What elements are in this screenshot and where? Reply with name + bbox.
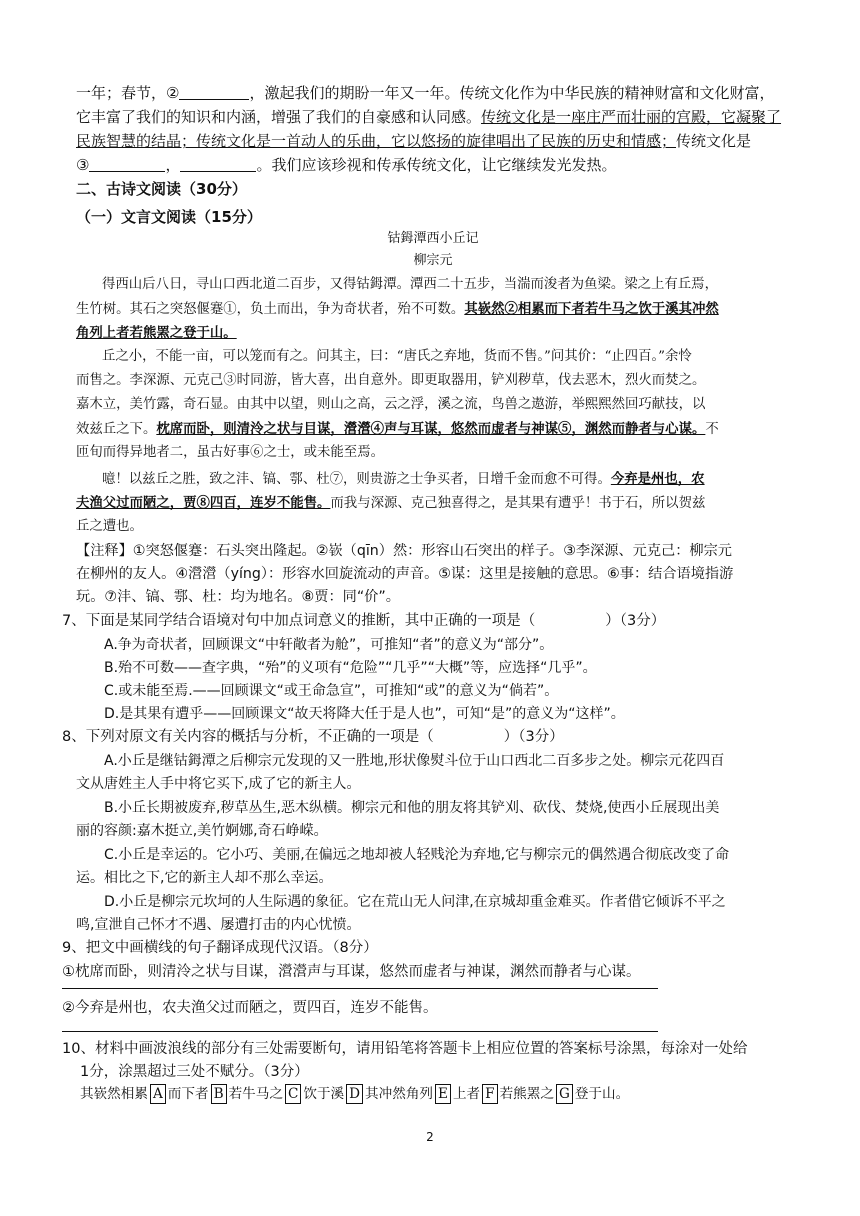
answer-line-2[interactable] xyxy=(62,1031,658,1032)
q7-option-a: A.争为奇状者，回顾课文“中轩敞者为舱”，可推知“者”的意义为“部分”。 xyxy=(104,637,554,653)
answer-option-c[interactable]: C xyxy=(285,1084,301,1104)
q9-sentence-2: ②今弃是州也，农夫渔父过而陋之，贾四百，连岁不能售。 xyxy=(62,1000,438,1016)
q7-stem xyxy=(62,610,790,632)
passage-line: 丘之遭也。 xyxy=(76,519,143,534)
intro-line-3 xyxy=(76,130,790,152)
subsection-heading: （一）文言文阅读（15分） xyxy=(76,208,262,226)
underlined-sentence: 民族智慧的结晶；传统文化是一首动人的乐曲，它以悠扬的旋律唱出了民族的历史和情感； xyxy=(76,132,677,150)
answer-option-a[interactable]: A xyxy=(150,1084,166,1104)
q7-option-c: C.或未能至焉.——回顾课文“或王命急宣”，可推知“或”的意义为“倘若”。 xyxy=(104,683,559,699)
passage-line: 得西山后八日，寻山口西北道二百步，又得钴鉧潭。潭西二十五步，当湍而浚者为鱼梁。梁之上有丘焉， xyxy=(102,277,718,292)
segment-text: 登于山。 xyxy=(574,1086,630,1102)
q8-option-c-cont: 运。相比之下,它的新主人却不那么幸运。 xyxy=(76,870,333,886)
intro-text: 。我们应该珍视和传承传统文化，让它继续发光发热。 xyxy=(256,156,617,174)
passage-line: 而售之。李深源、元克己③时同游，皆大喜，出自意外。即更取器用，铲刈秽草，伐去恶木，烈火而焚之。 xyxy=(76,373,706,388)
passage-line xyxy=(76,322,790,345)
passage-text: 而我与深源、克己独喜得之，是其果有遭乎！书于石，所以贺兹 xyxy=(330,496,706,511)
passage-text: 噫！以兹丘之胜，致之沣、镐、鄠、杜⑦，则贵游之士争买者，日增千金而愈不可得。 xyxy=(102,472,611,487)
passage-line: 嘉木立，美竹露，奇石显。由其中以望，则山之高，云之浮，溪之流，鸟兽之遨游，举熙熙然回巧献技，以 xyxy=(76,397,706,412)
passage-line: 丘之小，不能一亩，可以笼而有之。问其主，曰：“唐氏之弃地，货而不售。”问其价：“止四百。”余怜 xyxy=(102,349,692,364)
answer-option-e[interactable]: E xyxy=(435,1084,451,1104)
segment-text: 其嵚然相累 xyxy=(80,1086,148,1102)
q8-stem xyxy=(62,726,790,748)
passage-title: 钴鉧潭西小丘记 xyxy=(387,231,479,246)
segment-text: 上者 xyxy=(452,1086,481,1102)
passage-line xyxy=(76,418,790,441)
page-number: 2 xyxy=(426,1130,434,1144)
intro-text: ③ xyxy=(76,156,90,174)
section-heading: 二、古诗文阅读（30分） xyxy=(76,180,247,198)
underlined-sentence: 今弃是州也，农 xyxy=(610,471,705,487)
q8-option-d-cont: 鸣,宣泄自己怀才不遇、屡遭打击的内心忧愤。 xyxy=(76,917,361,933)
segment-text: 其冲然角列 xyxy=(365,1086,434,1102)
passage-line: 匝旬而得异地者二，虽古好事⑥之士，或未能至焉。 xyxy=(76,445,384,460)
wavy-sentence: 角列上者若熊罴之登于山。 xyxy=(76,325,237,341)
passage-line xyxy=(76,298,790,321)
intro-text: 一年；春节，② xyxy=(76,84,180,102)
q10-stem: 10、材料中画波浪线的部分有三处需要断句，请用铅笔将答题卡上相应位置的答案标号涂黑，每涂对一处给 xyxy=(62,1041,748,1057)
segment-text: 饮于溪 xyxy=(303,1086,345,1102)
intro-line-1 xyxy=(76,82,790,104)
blank-3b xyxy=(180,155,256,172)
underlined-sentence: 传统文化是一座庄严而壮丽的宫殿，它凝聚了 xyxy=(481,108,782,126)
notes-line: 在柳州的友人。④瀯瀯（yíng）：形容水回旋流动的声音。⑤谋：这里是接触的意思。⑥事：结合语境指游 xyxy=(76,566,734,582)
answer-option-d[interactable]: D xyxy=(346,1084,363,1104)
segment-text: 若牛马之 xyxy=(228,1086,283,1102)
underlined-sentence: 夫渔父过而陋之，贾⑧四百，连岁不能售。 xyxy=(76,495,331,511)
q8-score: ）（3分） xyxy=(503,729,564,745)
q9-stem: 9、把文中画横线的句子翻译成现代汉语。（8分） xyxy=(62,940,378,956)
notes-line: 玩。⑦沣、镐、鄠、杜：均为地名。⑧贾：同“价”。 xyxy=(76,589,400,605)
answer-option-g[interactable]: G xyxy=(556,1084,573,1104)
q7-score: ）（3分） xyxy=(605,613,666,629)
segment-text: 而下者 xyxy=(167,1086,209,1102)
q8-option-c: C.小丘是幸运的。它小巧、美丽,在偏远之地却被人轻贱沦为弃地,它与柳宗元的偶然遇合彻底改变了命 xyxy=(104,847,730,863)
answer-line-1[interactable] xyxy=(62,988,658,989)
underlined-sentence: 枕席而卧，则清泠之状与目谋，瀯瀯④声与耳谋，悠然而虚者与神谋⑤，渊然而静者与心谋。 xyxy=(156,421,706,437)
answer-option-b[interactable]: B xyxy=(211,1084,227,1104)
q8-stem-text: 8、下列对原文有关内容的概括与分析，不正确的一项是（ xyxy=(62,729,434,745)
q8-option-b-cont: 丽的容颜:嘉木挺立,美竹婀娜,奇石峥嵘。 xyxy=(76,823,328,839)
q7-stem-text: 7、下面是某同学结合语境对句中加点词意义的推断，其中正确的一项是（ xyxy=(62,613,536,629)
intro-line-4 xyxy=(76,154,790,176)
passage-author: 柳宗元 xyxy=(413,253,453,268)
q7-option-b: B.殆不可数——查字典，“殆”的义项有“危险”“几乎”“大概”等，应选择“几乎”。 xyxy=(104,660,597,676)
intro-text: ，激起我们的期盼一年又一年。传统文化作为中华民族的精神财富和文化财富， xyxy=(249,84,775,102)
intro-text: 传统文化是 xyxy=(676,132,752,150)
passage-text: 不 xyxy=(705,422,719,437)
q10-stem-cont: 1分，涂黑超过三处不赋分。（3分） xyxy=(80,1064,309,1080)
passage-text: 生竹树。其石之突怒偃蹇①，负土而出，争为奇状者，殆不可数。 xyxy=(76,302,465,317)
passage-line xyxy=(76,492,790,515)
answer-option-f[interactable]: F xyxy=(482,1084,497,1104)
q7-option-d: D.是其果有遭乎——回顾课文“故天将降大任于是人也”，可知“是”的意义为“这样”。 xyxy=(104,706,625,722)
q10-segments xyxy=(80,1083,790,1105)
intro-line-2 xyxy=(76,106,790,128)
blank-2 xyxy=(179,83,249,100)
intro-text: ， xyxy=(165,156,181,174)
passage-line xyxy=(76,468,790,491)
q8-option-a-cont: 文从唐姓主人手中将它买下,成了它的新主人。 xyxy=(76,776,361,792)
passage-text: 效兹丘之下。 xyxy=(76,422,157,437)
blank-3a xyxy=(89,155,165,172)
intro-text: 它丰富了我们的知识和内涵，增强了我们的自豪感和认同感。 xyxy=(76,108,482,126)
q8-option-b: B.小丘长期被废弃,秽草丛生,恶木纵横。柳宗元和他的朋友将其铲刈、砍伐、焚烧,使西小丘展现出美 xyxy=(104,800,720,816)
q8-option-d: D.小丘是柳宗元坎坷的人生际遇的象征。它在荒山无人问津,在京城却重金难买。作者借它倾诉不平之 xyxy=(104,894,726,910)
q8-option-a: A.小丘是继钴鉧潭之后柳宗元发现的又一胜地,形状像熨斗位于山口西北二百多步之处。柳宗元花四百 xyxy=(104,753,725,769)
notes-line: 【注释】①突怒偃蹇：石头突出隆起。②嵚（qīn）然：形容山石突出的样子。③李深源、元克己：柳宗元 xyxy=(76,543,732,559)
wavy-sentence: 其嵚然②相累而下者若牛马之饮于溪其冲然 xyxy=(464,301,719,317)
segment-text: 若熊罴之 xyxy=(499,1086,554,1102)
q9-sentence-1: ①枕席而卧，则清泠之状与目谋，瀯瀯声与耳谋，悠然而虚者与神谋，渊然而静者与心谋。 xyxy=(62,964,641,980)
